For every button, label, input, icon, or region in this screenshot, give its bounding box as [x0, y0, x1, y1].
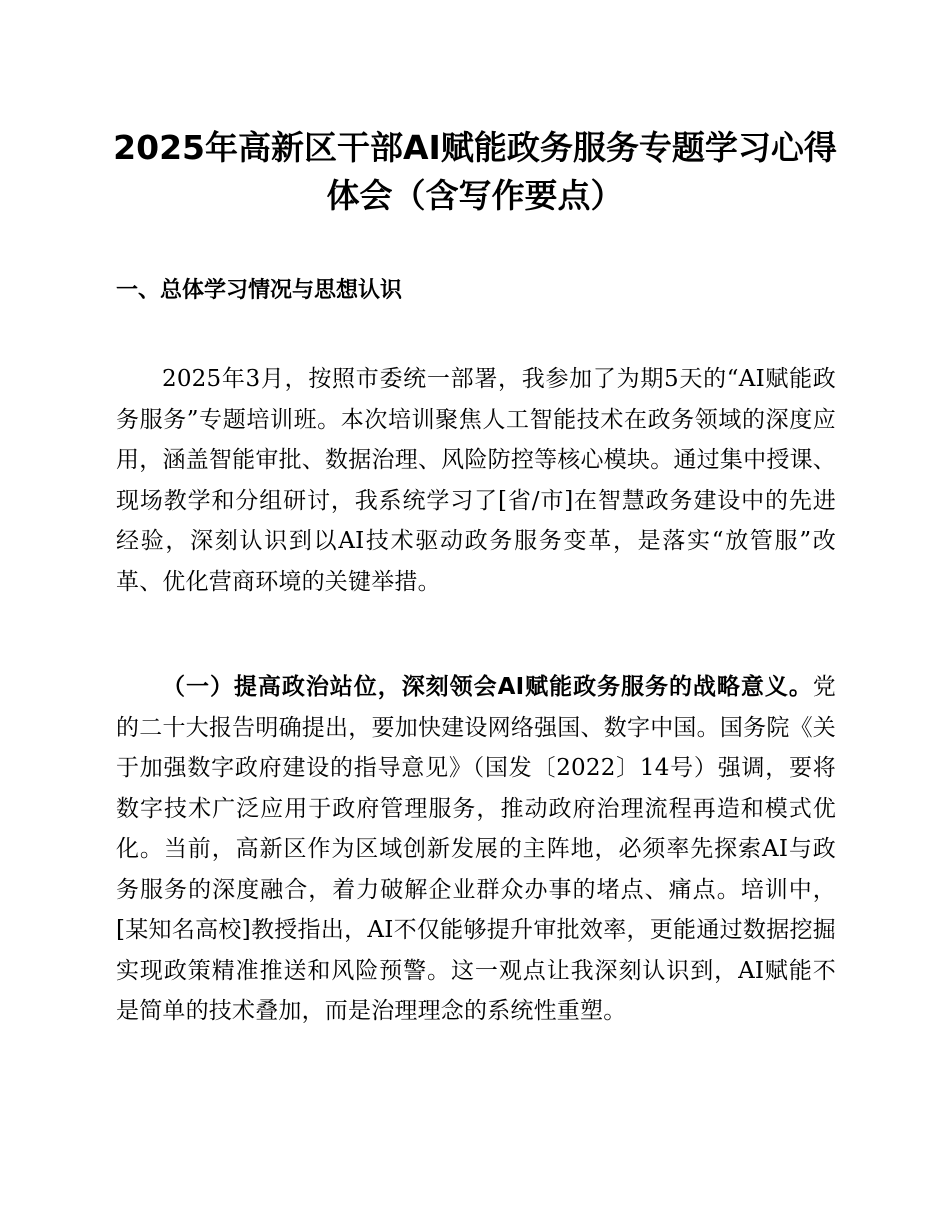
subsection-paragraph: [116, 667, 836, 1032]
section-heading: 一、总体学习情况与思想认识: [116, 278, 403, 303]
subsection-heading: （一）提高政治站位，深刻领会AI赋能政务服务的战略意义。: [162, 674, 813, 700]
subsection-body: 党的二十大报告明确提出，要加快建设网络强国、数字中国。国务院《关于加强数字政府建设的指导意见》（国发〔2022〕14号）强调，要将数字技术广泛应用于政府管理服务，推动政府治理流程再造和模式优化。当前，高新区作为区域创新发展的主阵地，必须率先探索AI与政务服务的深度融合，着力破解企业群众办事的堵点、痛点。培训中，[某知名高校]教授指出，AI不仅能够提升审批效率，更能通过数据挖掘实现政策精准推送和风险预警。这一观点让我深刻认识到，AI赋能不是简单的技术叠加，而是治理理念的系统性重塑。: [116, 674, 836, 1024]
document-title: 2025年高新区干部AI赋能政务服务专题学习心得体会（含写作要点）: [113, 128, 837, 215]
body-paragraph: 2025年3月，按照市委统一部署，我参加了为期5天的“AI赋能政务服务”专题培训班。本次培训聚焦人工智能技术在政务领域的深度应用，涵盖智能审批、数据治理、风险防控等核心模块。通过集中授课、现场教学和分组研讨，我系统学习了[省/市]在智慧政务建设中的先进经验，深刻认识到以AI技术驱动政务服务变革，是落实“放管服”改革、优化营商环境的关键举措。: [116, 366, 836, 595]
